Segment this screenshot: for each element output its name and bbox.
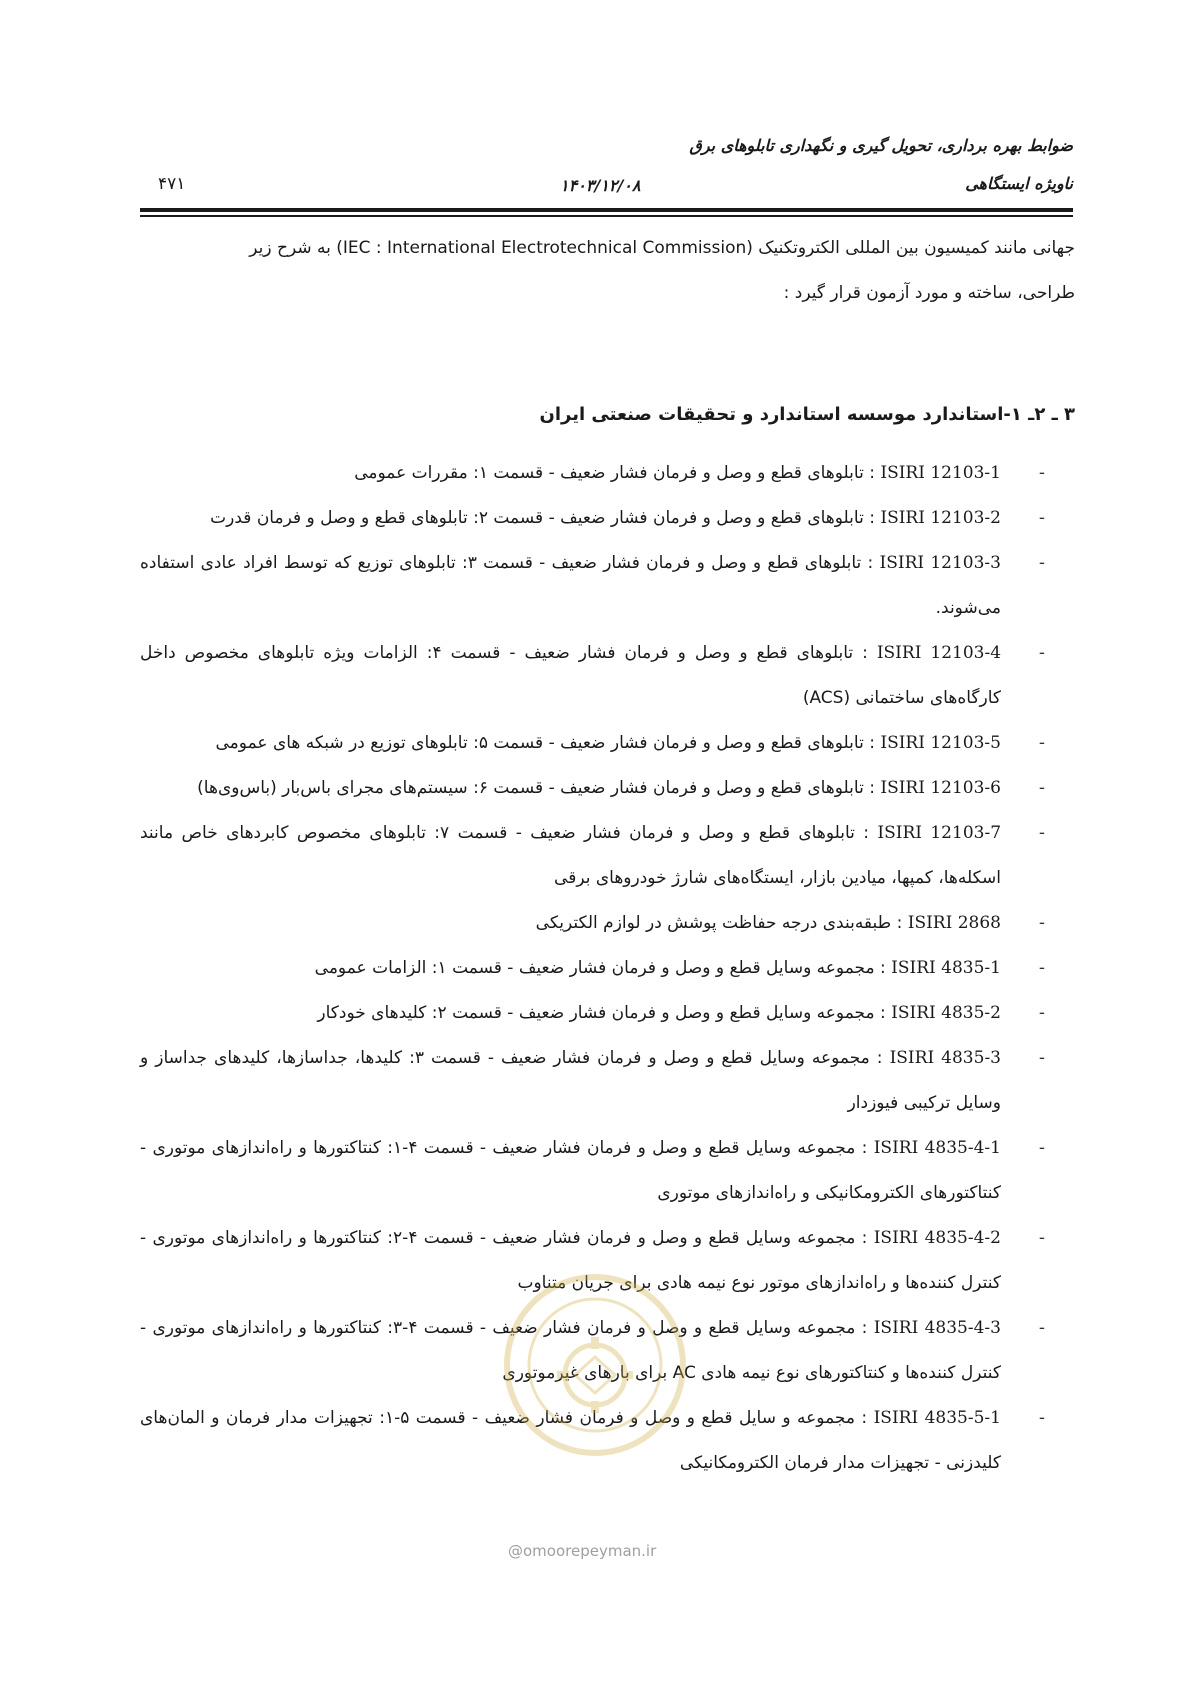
header-title: ضوابط بهره برداری، تحویل گیری و نگهداری تابلوهای برق [689,136,1073,155]
standards-list [140,451,1075,1486]
standard-title: : تابلوهای قطع و وصل و فرمان فشار ضعیف - قسمت ۶: سیستم‌های مجرای باس‌بار (باس‌وی‌ها) [197,778,881,798]
standard-code: ISIRI 12103-7 [877,823,1002,843]
standard-code: ISIRI 4835-1 [891,958,1001,978]
standard-title: : تابلوهای قطع و وصل و فرمان فشار ضعیف - قسمت ۴: الزامات ویژه تابلوهای مخصوص داخل کارگاه‌های ساختمانی (ACS) [140,643,1001,708]
section-heading: ۳ ـ ۲ـ ۱-استاندارد موسسه استاندارد و تحقیقات صنعتی ایران [539,404,1075,425]
list-dash: - [1038,958,1045,978]
list-dash: - [1038,508,1045,528]
standard-code: ISIRI 4835-5-1 [873,1408,1001,1428]
standard-title: : مجموعه وسایل قطع و وصل و فرمان فشار ضعیف - قسمت ۴-۳: کنتاکتورها و راه‌اندازهای موتوری - کنترل کننده‌ها و کنتاکتورهای نوع نیمه هادی AC برای بارهای غیرموتوری [140,1318,1001,1383]
list-item [140,1396,1075,1486]
list-dash: - [1038,778,1045,798]
list-item [140,901,1075,946]
standard-code: ISIRI 4835-4-2 [873,1228,1001,1248]
standard-code: ISIRI 12103-3 [879,553,1001,573]
list-dash: - [1038,733,1045,753]
list-item [140,946,1075,991]
list-item [140,1306,1075,1396]
header-rule-thick [140,208,1073,212]
list-item [140,1216,1075,1306]
standard-code: ISIRI 12103-6 [880,778,1001,798]
standard-title: : طبقه‌بندی درجه حفاظت پوشش در لوازم الکتریکی [535,913,908,933]
standard-code: ISIRI 2868 [907,913,1001,933]
standard-title: : تابلوهای قطع و وصل و فرمان فشار ضعیف - قسمت ۲: تابلوهای قطع و وصل و فرمان قدرت [210,508,881,528]
standard-code: ISIRI 4835-3 [889,1048,1001,1068]
list-item [140,766,1075,811]
list-dash: - [1038,553,1045,573]
list-item [140,496,1075,541]
standard-title: : مجموعه وسایل قطع و وصل و فرمان فشار ضعیف - قسمت ۴-۱: کنتاکتورها و راه‌اندازهای موتوری - کنتاکتورهای الکترومکانیکی و راه‌اندازهای موتوری [140,1138,1001,1203]
standard-code: ISIRI 4835-4-3 [873,1318,1001,1338]
standard-code: ISIRI 4835-2 [891,1003,1001,1023]
standard-code: ISIRI 12103-4 [876,643,1002,663]
standard-title: : مجموعه وسایل قطع و وصل و فرمان فشار ضعیف - قسمت ۳: کلیدها، جداسازها، کلیدهای جداساز و وسایل ترکیبی فیوزدار [140,1048,1001,1113]
list-item [140,721,1075,766]
list-item [140,541,1075,631]
intro-line-1: جهانی مانند کمیسیون بین المللی الکتروتکنیک (IEC : International Electrotechnical Commission) به شرح زیر [249,238,1075,258]
standard-code: ISIRI 12103-2 [880,508,1001,528]
list-dash: - [1038,1228,1045,1248]
standard-title: : مجموعه وسایل قطع و وصل و فرمان فشار ضعیف - قسمت ۴-۲: کنتاکتورها و راه‌اندازهای موتوری - کنترل کننده‌ها و راه‌اندازهای موتور نوع نیمه هادی برای جریان متناوب [140,1228,1001,1293]
standard-code: ISIRI 12103-5 [880,733,1001,753]
list-dash: - [1038,643,1045,663]
standard-title: : مجموعه و سایل قطع و وصل و فرمان فشار ضعیف - قسمت ۵-۱: تجهیزات مدار فرمان و المان‌های کلیدزنی - تجهیزات مدار فرمان الکترومکانیکی [140,1408,1001,1473]
list-dash: - [1038,823,1045,843]
list-dash: - [1038,1138,1045,1158]
header-date: ۱۴۰۳/۱۲/۰۸ [560,176,641,195]
standard-title: : مجموعه وسایل قطع و وصل و فرمان فشار ضعیف - قسمت ۲: کلیدهای خودکار [317,1003,892,1023]
list-dash: - [1038,1003,1045,1023]
standard-title: : مجموعه وسایل قطع و وصل و فرمان فشار ضعیف - قسمت ۱: الزامات عمومی [314,958,892,978]
list-item [140,1036,1075,1126]
standard-title: : تابلوهای قطع و وصل و فرمان فشار ضعیف - قسمت ۷: تابلوهای مخصوص کابردهای خاص مانند اسکله‌ها، کمپها، میادین بازار، ایستگاه‌های شارژ خودروهای برقی [140,823,1001,888]
standard-title: : تابلوهای قطع و وصل و فرمان فشار ضعیف - قسمت ۳: تابلوهای توزیع که توسط افراد عادی استفاده می‌شوند. [140,553,1001,618]
standard-code: ISIRI 4835-4-1 [873,1138,1001,1158]
standard-code: ISIRI 12103-1 [880,463,1001,483]
header-rule-thin [140,215,1073,217]
watermark-site: @omoorepeyman.ir [508,1542,657,1560]
list-item [140,811,1075,901]
intro-paragraph [140,226,1075,316]
intro-line-2: طراحی، ساخته و مورد آزمون قرار گیرد : [783,283,1075,303]
standard-title: : تابلوهای قطع و وصل و فرمان فشار ضعیف - قسمت ۱: مقررات عمومی [354,463,881,483]
list-item [140,451,1075,496]
list-item [140,1126,1075,1216]
header-row [140,174,1073,198]
list-dash: - [1038,463,1045,483]
header-section: ناویژه ایستگاهی [965,174,1073,193]
page-number: ۴۷۱ [158,174,186,194]
list-dash: - [1038,1048,1045,1068]
document-body [140,226,1075,1486]
list-dash: - [1038,1318,1045,1338]
list-dash: - [1038,1408,1045,1428]
standard-title: : تابلوهای قطع و وصل و فرمان فشار ضعیف - قسمت ۵: تابلوهای توزیع در شبکه های عمومی [215,733,881,753]
list-item [140,991,1075,1036]
list-item [140,631,1075,721]
list-dash: - [1038,913,1045,933]
